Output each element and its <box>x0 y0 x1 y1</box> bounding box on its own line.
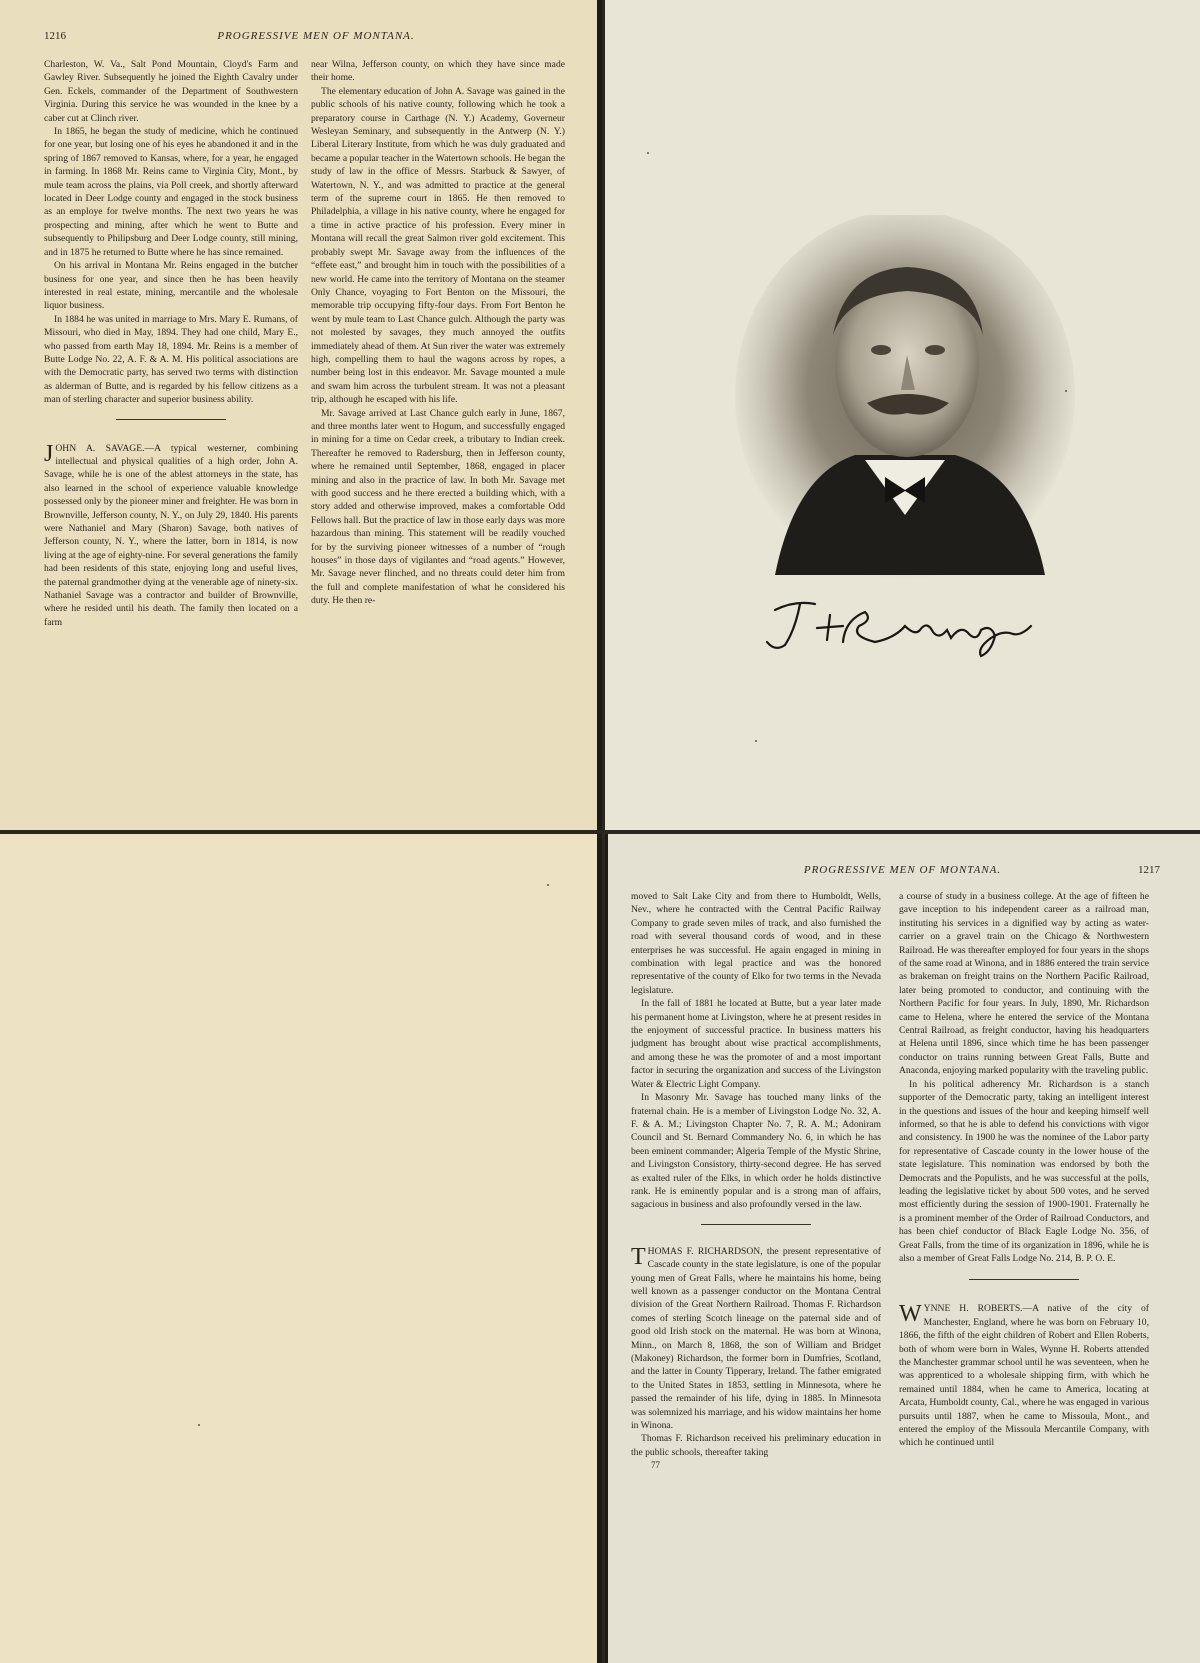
portrait-illustration <box>735 215 1075 585</box>
blank-page <box>0 834 602 1663</box>
drop-cap: W <box>899 1301 922 1328</box>
page-1217 <box>605 834 1200 1663</box>
paragraph: In 1865, he began the study of medicine, which he continued for one year, but losing one of his eyes he abandoned it and in the spring of 1867 removed to Kansas, where, for a year, he engaged in farming. In 1868 Mr. Reins came to Virginia City, Mont., by mule team across the plains, via Poll creek, and shortly afterward located in Deer Lodge county and engaged in the stock business as an employe for twelve months. The next two years he was prospecting and mining, after which he went to Butte and subsequently to Philipsburg and Deer Lodge county, still mining, and in 1875 he returned to Butte where he has since remained. <box>44 126 298 258</box>
running-title: PROGRESSIVE MEN OF MONTANA. <box>217 30 415 42</box>
binding-gutter <box>597 834 602 1663</box>
paragraph: In 1884 he was united in marriage to Mrs. Mary E. Rumans, of Missouri, who died in May, 1894. They had one child, Mary E., who passed from earth May 18, 1894. Mr. Reins is a member of Butte Lodge No. 22, A. F. & A. M. His political associations are with the Democratic party, has served two terms with distinction as alderman of Butte, and is regarded by his fellow citizens as a man of sterling character and superior business ability. <box>44 313 298 406</box>
page-1216 <box>0 0 602 830</box>
paper-speck <box>1065 390 1067 392</box>
paragraph: In Masonry Mr. Savage has touched many links of the fraternal chain. He is a member of Livingston Lodge No. 32, A. F. & A. M.; Livingston Chapter No. 7, R. A. M.; Adoniram Council and St. Bernard Commandery No. 6, in which he has been eminent commander; Algeria Temple of the Mystic Shrine, and Livingston Consistory, thirty-second degree. He has served as exalted ruler of the Elks, in which order he holds distinctive rank. He is eminently popular and is a strong man of affairs, sagacious in business and also profoundly versed in the law. <box>631 1092 881 1211</box>
page-number: 1217 <box>1138 864 1160 876</box>
column-right <box>899 890 1149 1450</box>
section-rule <box>116 419 226 420</box>
paragraph: Charleston, W. Va., Salt Pond Mountain, Cloyd's Farm and Gawley River. Subsequently he joined the Eighth Cavalry under Gen. Eckels, commander of the Department of Southwestern Virginia. During this service he was wounded in the knee by a caber cut at Clinch river. <box>44 59 298 124</box>
running-header <box>605 864 1200 880</box>
binding-gutter <box>605 834 608 1663</box>
paragraph: Thomas F. Richardson received his preliminary education in the public schools, thereafter taking <box>631 1433 881 1458</box>
paper-speck <box>198 1424 200 1426</box>
paragraph: In the fall of 1881 he located at Butte, but a year later made his permanent home at Livingston, where he at present resides in the enjoyment of successful practice. In business matters his judgment has brought about wise practical accomplishments, and among these he was the promoter of and a most important factor in securing the organization and success of the Livingston Water & Electric Light Company. <box>631 998 881 1090</box>
paper-speck <box>547 884 549 886</box>
page-number: 1216 <box>44 30 66 42</box>
biography-intro <box>899 1302 1149 1449</box>
signature-mark <box>755 590 1075 660</box>
column-left <box>44 58 298 629</box>
paragraph: moved to Salt Lake City and from there to Humboldt, Wells, Nev., where he contracted with the Central Pacific Railway Company to grade seven miles of track, and also furnished the road with several thousand cords of wood, and in these enterprises he was successful. He again engaged in mining in combination with legal practice and was the honored representative of the county of Elko for two terms in the Nevada legislature. <box>631 891 881 996</box>
biography-intro <box>44 442 298 630</box>
paragraph: On his arrival in Montana Mr. Reins engaged in the butcher business for one year, and since then he has been heavily interested in real estate, mining, mercantile and the wholesale liquor business. <box>44 260 298 312</box>
paper-speck <box>647 152 649 154</box>
column-right <box>311 58 565 608</box>
portrait-photo <box>735 215 1075 585</box>
biography-intro-text: OHN A. SAVAGE.—A typical westerner, combining intellectual and physical qualities of a high order, John A. Savage, while he is one of the ablest attorneys in the state, has also learned in the school of experience valuable knowledge possessed only by the pioneer miner and freighter. He was born in Brownville, Jefferson county, N. Y., on July 29, 1840. His parents were Nathaniel and Mary (Sharon) Savage, both natives of Jefferson county, N. Y., where the latter, born in 1814, is now living at the age of eighty-nine. For several generations the family had been residents of this state, enjoying long and useful lives, the paternal grandmother dying at the venerable age of ninety-six. Nathaniel Savage was a contractor and builder of Brownville, where he resided until his death. The family then located on a farm <box>44 442 298 628</box>
biography-intro <box>631 1245 881 1433</box>
binding-gutter <box>597 0 602 830</box>
column-left <box>631 890 881 1473</box>
portrait-plate <box>605 0 1200 830</box>
paragraph: The elementary education of John A. Savage was gained in the public schools of his native county, following which he took a preparatory course in Carthage (N. Y.) Academy, Governeur Wesleyan Seminary, and subsequently in the Antwerp (N. Y.) Liberal Literary Institute, from which he was duly graduated and became a popular teacher in the Watertown schools. He began the study of law in the office of Messrs. Starbuck & Sawyer, of Watertown, N. Y., and was admitted to practice at the general term of the supreme court in 1865. He then removed to Philadelphia, a village in his native county, where he engaged for a time in active practice of his profession. Every miner in Montana will recall the great Salmon river gold excitement. This probably swept Mr. Savage away from the influences of the “effete east,” and brought him in touch with the possibilities of a new world. He came into the territory of Montana on the steamer Only Chance, voyaging to Fort Benton on the Missouri, the memorable trip occupying fifty-four days. From Fort Benton he went by mule team to Last Chance gulch. Although the party was not molested by savages, they much annoyed the outfits immediately ahead of them. At Sun river the water was extremely high, compelling them to haul the wagons across by ropes, a number being lost in this endeavor. Mr. Savage mounted a mule and swam him across the turbulent stream. It was not a pleasant trip, although he escaped with his life. <box>311 85 565 406</box>
signature-mark-footer: 77 <box>651 1460 660 1471</box>
biography-intro-text: YNNE H. ROBERTS.—A native of the city of Manchester, England, where he was born on February 10, 1866, the fifth of the eight children of Robert and Ellen Roberts, both of whom were born in Wales, Wynne H. Roberts attended the Manchester grammar school until he was seventeen, when he was apprenticed to a wholesale shipping firm, with which he remained until 1884, when he came to America, locating at Arcata, Humboldt county, Cal., where he was engaged in various pursuits until 1887, when he came to Missoula, Mont., and entered the employ of the Missoula Mercantile Company, with which he continued until <box>899 1303 1149 1449</box>
section-rule <box>701 1224 811 1225</box>
signature <box>755 590 1075 660</box>
paragraph: Mr. Savage arrived at Last Chance gulch early in June, 1867, and three months later went to Hogum, and successfully engaged in mining for a time on Cedar creek, a tributary to Indian creek. Thereafter he removed to Radersburg, then in Jefferson county, where he remained until September, 1868, engaged in placer mining and also in the practice of law. In both Mr. Savage met with good success and he there erected a building which, with a story added and otherwise improved, makes a comfortable Odd Fellows hall. But the practice of law in those early days was more hazardous than mining. This statement will be readily vouched for by the surviving pioneer witnesses of a number of “rough houses” in those days of vigilantes and “road agents.” However, Mr. Savage never flinched, and no threats could deter him from the full and complete manifestation of what he considered his duty. He then re- <box>311 407 565 607</box>
drop-cap: T <box>631 1243 646 1270</box>
paragraph: a course of study in a business college. At the age of fifteen he gave inception to his independent career as a railroad man, instituting his services in a dignified way by acting as water-carrier on a gravel train on the Chicago & Northwestern Railroad. He was thereafter employed for four years in the shops of the same road at Winona, and in 1886 entered the train service as brakeman on freight trains on the Northern Pacific Railroad, later being promoted to conductor, and continuing with the Northern Pacific for four years. In July, 1890, Mr. Richardson came to Helena, where he entered the service of the Montana Central Railroad, as freight conductor, having his headquarters at Helena until 1896, since which time he has been passenger conductor on trains running between Great Falls, Butte and Anaconda, enjoying marked popularity with the traveling public. <box>899 891 1149 1077</box>
running-title: PROGRESSIVE MEN OF MONTANA. <box>803 864 1002 876</box>
running-header <box>0 30 602 46</box>
paragraph: In his political adherency Mr. Richardson is a stanch supporter of the Democratic party, taking an intelligent interest in the questions and issues of the hour and keeping himself well informed, so that he is able to defend his convictions with vigor and consistency. In 1900 he was the nominee of the Labor party for representative of Cascade county in the lower house of the state legislature. This nomination was endorsed by both the Democrats and the Populists, and he was successful at the polls, leading the legislative ticket by about 500 votes, and he served most efficiently during the session of 1900-1901. Fraternally he is a prominent member of the Order of Railroad Conductors, and has been chief conductor of Black Eagle Lodge No. 356, of Great Falls, from the time of its organization in 1896, while he is also a member of Great Falls Lodge No. 214, B. P. O. E. <box>899 1078 1149 1264</box>
section-rule <box>969 1279 1079 1280</box>
drop-cap: J <box>44 440 54 467</box>
biography-intro-text: HOMAS F. RICHARDSON, the present representative of Cascade county in the state legislature, is one of the popular young men of Great Falls, where he maintains his home, being well known as a passenger conductor on the Montana Central division of the Great Northern Railroad. Thomas F. Richardson comes of sterling Scotch lineage on the paternal side and of good old Irish stock on the maternal. He was born at Winona, Minn., on March 8, 1868, the son of William and Bridget (Makoney) Richardson, the former born in Dumfries, Scotland, and the latter in County Tipperary, Ireland. The father emigrated to the United States in 1853, settling in Minnesota, where he passed the remainder of his life, dying in 1885. In Minnesota was solemnized his marriage, and his widow maintains her home in Winona. <box>631 1245 881 1432</box>
paragraph: near Wilna, Jefferson county, on which they have since made their home. <box>311 59 565 84</box>
paper-speck <box>755 740 757 742</box>
